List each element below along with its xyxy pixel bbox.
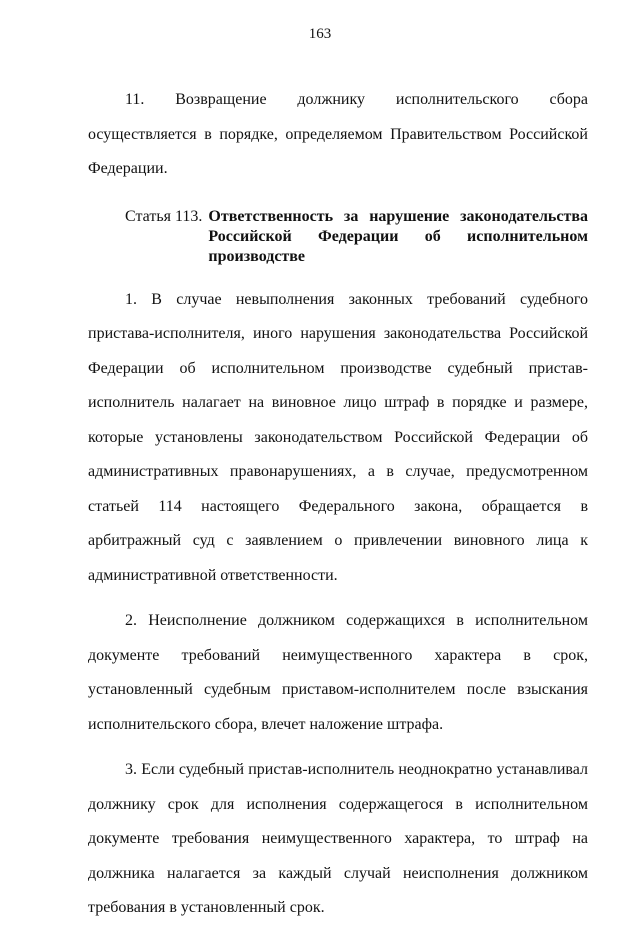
- paragraph-1: 1. В случае невыполнения законных требований судебного пристава-исполнителя, иного нарушения законодательства Российской Федерации об исполнительном производстве судебный пристав-исполнитель налагает на виновное лицо штраф в порядке и размере, которые установлены законодательством Российской Федерации об административных правонарушениях, а в случае, предусмотренном статьей 114 настоящего Федерального закона, обращается в арбитражный суд с заявлением о привлечении виновного лица к административной ответственности.: [88, 290, 588, 584]
- document-body: [88, 83, 588, 926]
- article-title: Ответственность за нарушение законодательства Российской Федерации об исполнительном производстве: [208, 207, 588, 265]
- article-number: Статья 113.: [125, 207, 203, 225]
- paragraph-2: 2. Неисполнение должником содержащихся в исполнительном документе требований неимущественного характера в срок, установленный судебным приставом-исполнителем после взыскания исполнительского сбора, влечет наложение штрафа.: [88, 612, 588, 733]
- paragraph-11: 11. Возвращение должнику исполнительского сбора осуществляется в порядке, определяемом Правительством Российской Федерации.: [88, 91, 588, 177]
- paragraph-3: 3. Если судебный пристав-исполнитель неоднократно устанавливал должнику срок для исполнения содержащегося в исполнительном документе требования неимущественного характера, то штраф на должника налагается за каждый случай неисполнения должником требования в установленный срок.: [88, 761, 588, 916]
- page-number: 163: [308, 26, 332, 42]
- article-heading: [88, 207, 588, 267]
